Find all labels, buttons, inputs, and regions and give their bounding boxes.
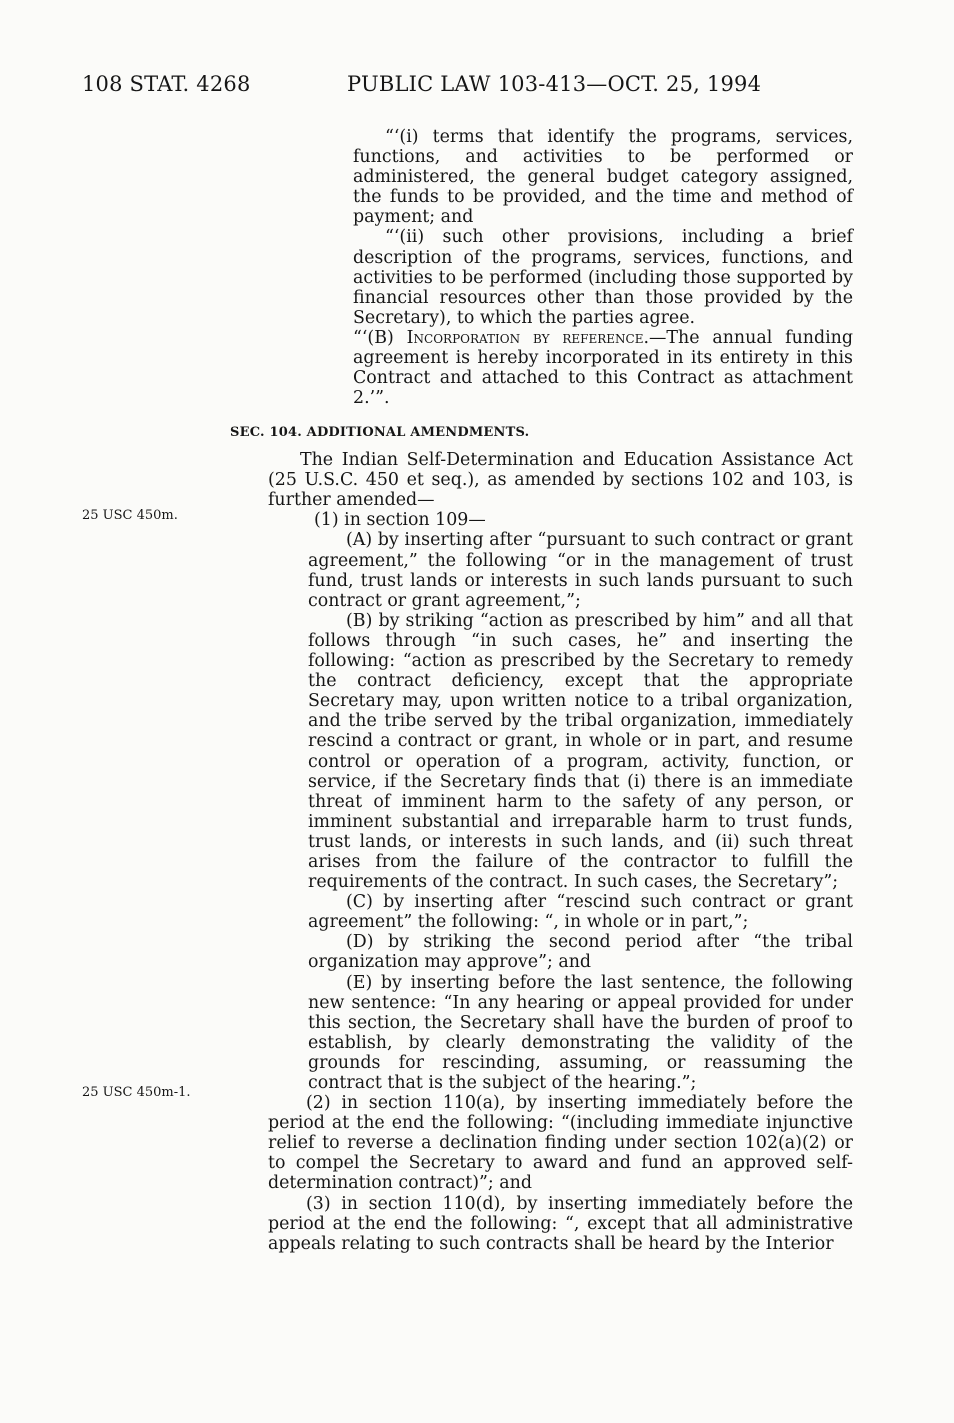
item-1: (1) in section 109— (314, 510, 486, 531)
page-header-title: PUBLIC LAW 103-413—OCT. 25, 1994 (347, 72, 762, 96)
item-3: (3) in section 110(d), by inserting immediately before the period at the end the following: “, except that all administrative appeals relating to such contracts shall be heard by the Interior (268, 1193, 853, 1254)
section-104 (230, 423, 853, 1254)
page-stat-number: 108 STAT. 4268 (82, 72, 251, 96)
item-1-d: (D) by striking the second period after “the tribal organization may approve”; and (308, 932, 853, 973)
item-1-a: (A) by inserting after “pursuant to such contract or grant agreement,” the following “or in the management of trust fund, trust lands or interests in such lands pursuant to such contract or grant agreement,”; (308, 530, 853, 611)
item-1-e: (E) by inserting before the last sentence, the following new sentence: “In any hearing or appeal provided for under this section, the Secretary shall have the burden of proof to establish, by clearly demonstrating the validity of the grounds for rescinding, assuming, or reassuming the contract that is the subject of the hearing.”; (308, 972, 853, 1093)
margin-note-450m-1: 25 USC 450m-1. (82, 1085, 191, 1100)
paragraph-i: “‘(i) terms that identify the programs, services, functions, and activities to be performed or administered, the general budget category assigned, the funds to be provided, and the time and method of payment; and (353, 127, 853, 228)
item-1-c: (C) by inserting after “rescind such contract or grant agreement” the following: “, in whole or in part,”; (308, 892, 853, 933)
quoted-contract-text (268, 127, 853, 408)
item-1-b: (B) by striking “action as prescribed by him” and all that follows through “in such cases, he” and inserting the following: “action as prescribed by the Secretary to remedy the contract deficiency, except that the appropriate Secretary may, upon written notice to a tribal organization, and the tribe served by the tribal organization, immediately rescind a contract or grant, in whole or in part, and resume control or operation of a program, activity, function, or service, if the Secretary finds that (i) there is an immediate threat of imminent harm to the safety of any person, or imminent substantial and irreparable harm to trust funds, trust lands, or interests in such lands, and (ii) such threat arises from the failure of the contractor to fulfill the requirements of the contract. In such cases, the Secretary”; (308, 610, 853, 893)
paragraph-b-body: —The annual funding agreement is hereby incorporated in its entirety in this Contract and attached to this Contract as attachment 2.’”. (353, 327, 853, 409)
paragraph-ii: “‘(ii) such other provisions, including a brief description of the programs, services, functions, and activities to be performed (including those supported by financial resources other than those provided by the Secretary), to which the parties agree. (353, 227, 853, 328)
margin-note-450m: 25 USC 450m. (82, 508, 178, 523)
paragraph-b-heading: Incorporation by reference. (406, 327, 650, 348)
paragraph-b-prefix: “‘(B) (353, 327, 407, 348)
section-intro: The Indian Self-Determination and Education Assistance Act (25 U.S.C. 450 et seq.), as amended by sections 102 and 103, is further amended— (268, 450, 853, 511)
section-heading: SEC. 104. ADDITIONAL AMENDMENTS. (230, 425, 530, 440)
item-2: (2) in section 110(a), by inserting immediately before the period at the end the following: “(including immediate injunctive relief to reverse a declination finding under section 102(a)(2) or to compel the Secretary to award and fund an approved self-determination contract)”; and (268, 1093, 853, 1194)
paragraph-b (353, 328, 853, 408)
